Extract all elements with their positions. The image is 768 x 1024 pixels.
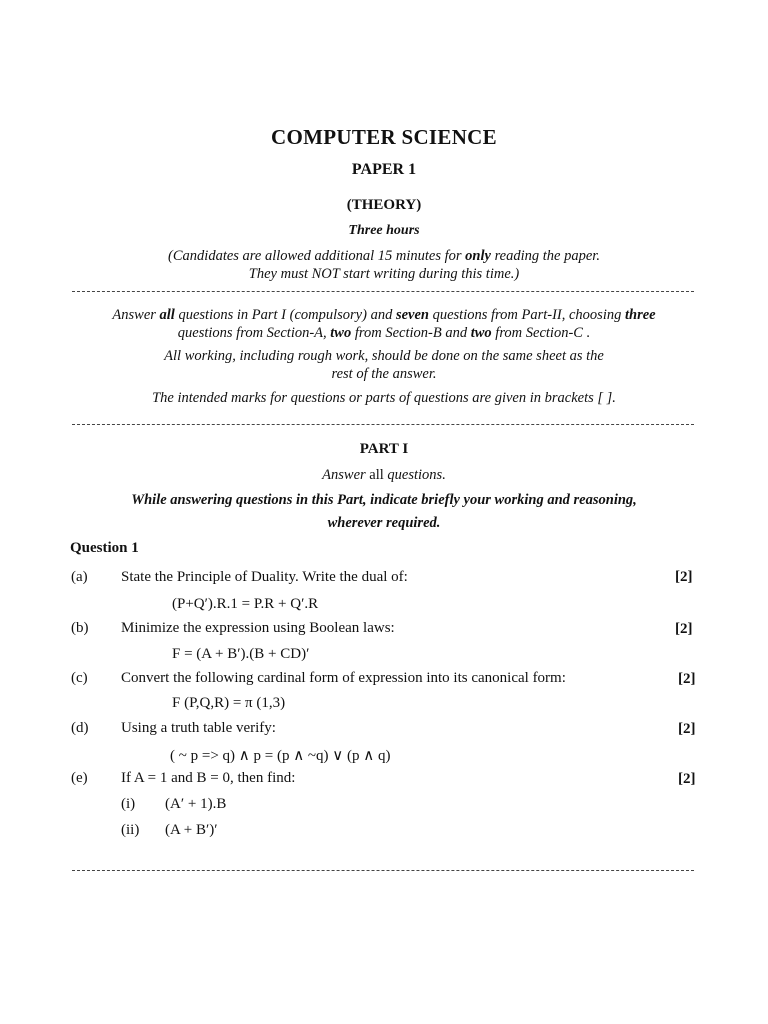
instruction-line5: The intended marks for questions or parts of questions are given in brackets [ ]. [152,390,616,406]
item-text: Using a truth table verify: [121,720,276,736]
marks: [2] [678,721,696,737]
item-label: (c) [71,670,88,686]
sub-item-label: (ii) [121,822,140,838]
part-note-line1: While answering questions in this Part, indicate briefly your working and reasoning, [131,492,637,508]
marks: [2] [675,621,693,637]
item-label: (d) [71,720,89,736]
instruction-line1: Answer all questions in Part I (compulsory) and seven questions from Part-II, choosing three [112,307,656,323]
question-heading: Question 1 [70,540,139,556]
instruction-line3: All working, including rough work, should be done on the same sheet as the [164,348,604,364]
item-expression: F (P,Q,R) = π (1,3) [172,695,286,711]
item-label: (a) [71,569,88,585]
divider [72,870,694,871]
paper-number: PAPER 1 [351,161,417,178]
item-expression: (P+Q′).R.1 = P.R + Q′.R [172,596,319,612]
part-title: PART I [359,441,409,457]
marks: [2] [678,671,696,687]
divider [72,424,694,425]
theory-label: (THEORY) [346,197,422,213]
marks: [2] [678,771,696,787]
reading-note-line2: They must NOT start writing during this time.) [248,266,520,282]
sub-item-text: (A + B′)′ [165,822,218,838]
page-title: COMPUTER SCIENCE [271,125,497,149]
sub-item-label: (i) [121,796,136,812]
duration: Three hours [348,223,420,238]
reading-note-line1: (Candidates are allowed additional 15 minutes for only reading the paper. [168,248,600,264]
item-expression: F = (A + B′).(B + CD)′ [172,646,310,662]
divider [72,291,694,292]
item-text: Minimize the expression using Boolean laws: [121,620,395,636]
item-expression: ( ~ p => q) ∧ p = (p ∧ ~q) ∨ (p ∧ q) [170,748,391,764]
item-text: State the Principle of Duality. Write the dual of: [121,569,408,585]
item-label: (e) [71,770,88,786]
instruction-line2: questions from Section-A, two from Section-B and two from Section-C . [177,325,591,341]
part-note-line2: wherever required. [327,515,441,531]
sub-item-text: (A′ + 1).B [165,796,227,812]
marks: [2] [675,569,693,585]
item-label: (b) [71,620,89,636]
answer-all-note: Answer all questions. [322,467,446,483]
instruction-line4: rest of the answer. [331,366,437,382]
item-text: If A = 1 and B = 0, then find: [121,770,296,786]
item-text: Convert the following cardinal form of expression into its canonical form: [121,670,566,686]
